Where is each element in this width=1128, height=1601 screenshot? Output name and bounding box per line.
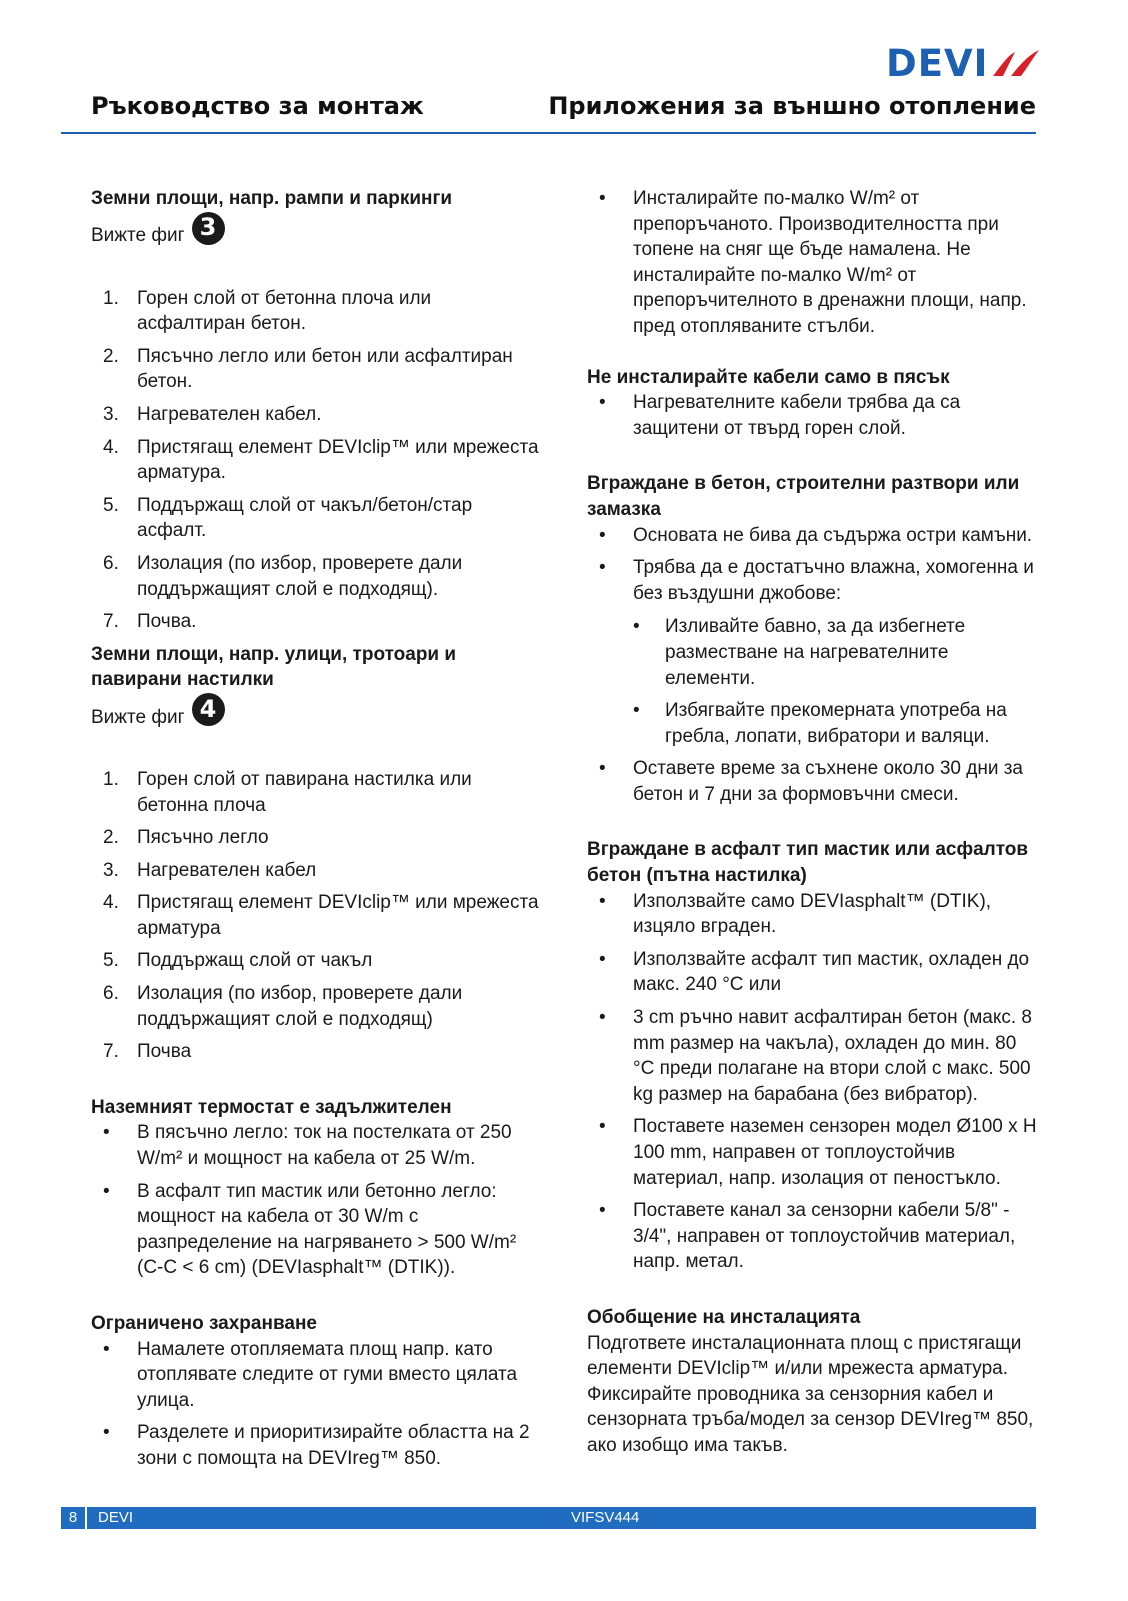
list-item: • В пясъчно легло: ток на постелката от 250 W/m² и мощност на кабела от 25 W/m.	[91, 1120, 541, 1171]
page-title-left: Ръководство за монтаж	[91, 92, 424, 120]
bullet-list	[587, 390, 1042, 441]
figure-number-badge: 3	[192, 212, 225, 245]
bullet-list	[91, 1120, 541, 1281]
figure-number-badge: 4	[192, 693, 225, 726]
list-item: 6. Изолация (по избор, проверете дали поддържащият слой е подходящ)	[103, 983, 463, 1030]
left-column	[91, 186, 541, 1479]
list-item: • Нагревателните кабели трябва да са защитени от твърд горен слой.	[587, 390, 1042, 441]
numbered-list	[91, 286, 541, 635]
list-item: • Разделете и приоритизирайте областта на 2 зони с помощта на DEVIreg™ 850.	[91, 1420, 541, 1471]
bullet-list	[587, 523, 1042, 808]
list-item: • Оставете време за съхнене около 30 дни за бетон и 7 дни за формовъчни смеси.	[587, 756, 1042, 807]
figure-reference	[91, 694, 541, 734]
list-item: • В асфалт тип мастик или бетонно легло: мощност на кабела от 30 W/m с разпределение на нагряването > 500 W/m² (C-C < 6 cm) (DEVIasphalt™ (DTIK)).	[91, 1179, 541, 1281]
section-heading: Земни площи, напр. рампи и паркинги	[91, 188, 453, 209]
list-item: • Използвайте асфалт тип мастик, охладен до макс. 240 °C или	[587, 947, 1042, 998]
bullet-list	[587, 186, 1042, 340]
list-item: • Трябва да е достатъчно влажна, хомогенна и без въздушни джобове: • Изливайте бавно, за да избегнете разместване на нагревателните елементи. • Избягвайте прекомерната употреба на гребла, лопати, вибратори и валяци.	[587, 555, 1042, 749]
page-number: 8	[61, 1507, 87, 1529]
list-item: 2. Пясъчно легло или бетон или асфалтиран бетон.	[103, 345, 513, 393]
list-item: 1. Горен слой от павирана настилка или бетонна плоча	[103, 768, 472, 816]
see-figure-label: Вижте фиг	[91, 706, 185, 728]
section-heading: Вграждане в бетон, строителни разтвори или замазка	[587, 473, 1020, 520]
numbered-list	[91, 767, 541, 1065]
figure-reference	[91, 213, 541, 253]
devi-logo	[886, 42, 1046, 86]
list-item: 2. Пясъчно легло	[103, 827, 269, 849]
summary-paragraph: Подгответе инсталационната площ с пристягащи елементи DEVIclip™ и/или мрежеста арматура. Фиксирайте проводника за сензорния кабел и сензорната тръба/модел за сензор DEVIreg™ 850, ако изобщо има такъв.	[587, 1332, 1034, 1456]
list-item: 6. Изолация (по избор, проверете дали поддържащият слой е подходящ).	[103, 552, 463, 600]
devi-swoosh-icon	[989, 46, 1045, 82]
list-item: 3. Нагревателен кабел.	[103, 403, 322, 425]
section-heading: Земни площи, напр. улици, тротоари и павирани настилки	[91, 643, 457, 691]
list-item: 5. Поддържащ слой от чакъл/бетон/стар асфалт.	[103, 494, 473, 542]
list-item: • Основата не бива да съдържа остри камъни.	[587, 523, 1042, 549]
list-item: 4. Пристягащ елемент DEVIclip™ или мрежеста арматура	[103, 892, 539, 939]
bullet-list	[91, 1337, 541, 1472]
section-heading: Вграждане в асфалт тип мастик или асфалтов бетон (пътна настилка)	[587, 839, 1029, 887]
header-divider	[61, 132, 1036, 134]
list-item: • Поставете наземен сензорен модел Ø100 x H 100 mm, направен от топлоустойчив материал, напр. изолация от пеностъкло.	[587, 1114, 1042, 1191]
logo-text: DEVI	[886, 42, 989, 85]
list-item: • 3 cm ръчно навит асфалтиран бетон (макс. 8 mm размер на чакъла), охладен до мин. 80 °C преди полагане на втори слой с макс. 500 kg размер на барабана (без вибратор).	[587, 1005, 1042, 1107]
section-heading: Не инсталирайте кабели само в пясък	[587, 366, 950, 388]
page-title-right: Приложения за външно отопление	[548, 92, 1036, 120]
list-item: 7. Почва.	[103, 611, 197, 633]
sub-list-item: • Избягвайте прекомерната употреба на гребла, лопати, вибратори и валяци.	[633, 698, 1042, 749]
sub-bullet-list	[633, 614, 1042, 749]
list-item: 5. Поддържащ слой от чакъл	[103, 950, 373, 972]
list-item: 4. Пристягащ елемент DEVIclip™ или мрежеста арматура.	[103, 436, 539, 484]
list-item: • Използвайте само DEVIasphalt™ (DTIK), изцяло вграден.	[587, 889, 1042, 940]
see-figure-label: Вижте фиг	[91, 225, 185, 247]
right-column	[587, 186, 1042, 1459]
sub-list-item: • Изливайте бавно, за да избегнете разместване на нагревателните елементи.	[633, 614, 1042, 691]
bullet-list	[587, 889, 1042, 1275]
list-item: • Поставете канал за сензорни кабели 5/8" - 3/4", направен от топлоустойчив материал, напр. метал.	[587, 1198, 1042, 1275]
document-code: VIFSV444	[571, 1509, 640, 1526]
list-item: 3. Нагревателен кабел	[103, 859, 317, 881]
page-footer	[61, 1507, 1036, 1529]
section-heading: Наземният термостат е задължителен	[91, 1096, 452, 1118]
list-item: • Намалете отопляемата площ напр. като отоплявате следите от гуми вместо цялата улица.	[91, 1337, 541, 1414]
list-item: 1. Горен слой от бетонна плоча или асфалтиран бетон.	[103, 287, 432, 335]
section-heading: Обобщение на инсталацията	[587, 1306, 861, 1328]
section-heading: Ограничено захранване	[91, 1313, 317, 1334]
footer-brand: DEVI	[98, 1509, 134, 1526]
list-item: 7. Почва	[103, 1041, 192, 1063]
list-item: • Инсталирайте по-малко W/m² от препоръчаното. Производителността при топене на сняг ще бъде намалена. Не инсталирайте по-малко W/m² от препоръчителното в дренажни площи, напр. пред отопляваните стълби.	[587, 186, 1042, 340]
